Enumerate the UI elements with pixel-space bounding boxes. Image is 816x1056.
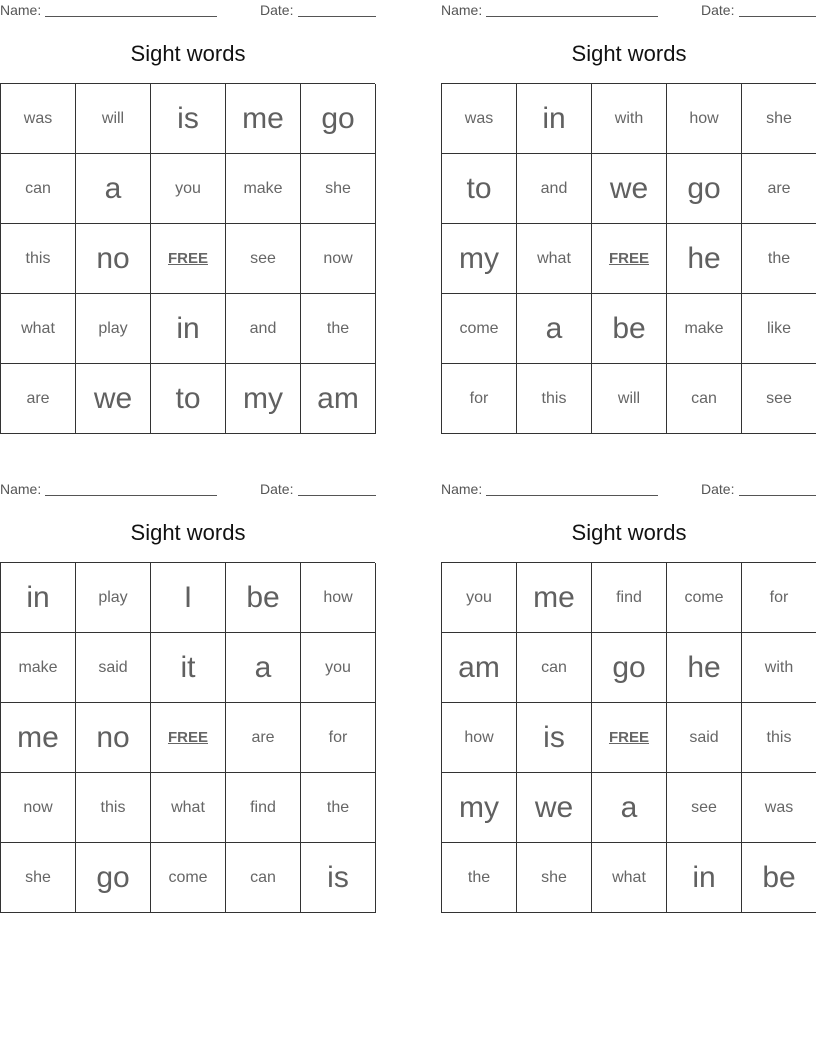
- word-cell: in: [151, 294, 226, 364]
- bingo-card-1: [0, 0, 376, 440]
- free-space-cell: FREE: [592, 703, 667, 773]
- word-cell: be: [226, 563, 301, 633]
- word-cell: what: [1, 294, 76, 364]
- word-cell: for: [301, 703, 376, 773]
- word-cell: she: [742, 84, 816, 154]
- word-cell: a: [226, 633, 301, 703]
- bingo-card-4: [441, 479, 816, 919]
- word-cell: a: [517, 294, 592, 364]
- word-cell: the: [301, 773, 376, 843]
- word-cell: we: [592, 154, 667, 224]
- name-label: Name:: [441, 2, 483, 18]
- word-cell: the: [442, 843, 517, 913]
- date-label: Date:: [260, 481, 294, 497]
- word-cell: am: [301, 364, 376, 434]
- word-cell: make: [1, 633, 76, 703]
- word-cell: are: [1, 364, 76, 434]
- name-date-header: [0, 479, 376, 499]
- word-cell: how: [442, 703, 517, 773]
- word-cell: you: [301, 633, 376, 703]
- word-cell: this: [517, 364, 592, 434]
- word-cell: in: [1, 563, 76, 633]
- card-title: Sight words: [571, 41, 687, 66]
- word-cell: are: [742, 154, 816, 224]
- word-grid: [441, 562, 816, 913]
- date-line: [298, 16, 376, 17]
- word-grid: [0, 83, 375, 434]
- word-cell: can: [1, 154, 76, 224]
- word-cell: was: [1, 84, 76, 154]
- card-title: Sight words: [571, 520, 687, 545]
- word-cell: with: [742, 633, 816, 703]
- word-cell: find: [226, 773, 301, 843]
- word-cell: this: [1, 224, 76, 294]
- word-cell: are: [226, 703, 301, 773]
- word-cell: will: [76, 84, 151, 154]
- word-cell: see: [667, 773, 742, 843]
- word-cell: go: [667, 154, 742, 224]
- word-cell: me: [226, 84, 301, 154]
- name-label: Name:: [441, 481, 483, 497]
- word-cell: what: [151, 773, 226, 843]
- free-space-cell: FREE: [592, 224, 667, 294]
- word-cell: make: [667, 294, 742, 364]
- word-cell: he: [667, 224, 742, 294]
- word-cell: a: [592, 773, 667, 843]
- word-cell: me: [1, 703, 76, 773]
- word-cell: and: [226, 294, 301, 364]
- word-cell: like: [742, 294, 816, 364]
- word-cell: see: [226, 224, 301, 294]
- name-date-header: [441, 479, 816, 499]
- word-cell: she: [301, 154, 376, 224]
- word-cell: said: [76, 633, 151, 703]
- name-date-header: [441, 0, 816, 20]
- word-cell: this: [742, 703, 816, 773]
- word-cell: come: [442, 294, 517, 364]
- word-cell: a: [76, 154, 151, 224]
- word-cell: to: [442, 154, 517, 224]
- word-cell: he: [667, 633, 742, 703]
- word-cell: was: [742, 773, 816, 843]
- word-cell: be: [592, 294, 667, 364]
- word-cell: now: [1, 773, 76, 843]
- word-cell: and: [517, 154, 592, 224]
- word-cell: me: [517, 563, 592, 633]
- word-cell: my: [442, 224, 517, 294]
- word-cell: go: [592, 633, 667, 703]
- word-cell: is: [151, 84, 226, 154]
- name-label: Name:: [0, 2, 42, 18]
- word-cell: make: [226, 154, 301, 224]
- word-grid: [441, 83, 816, 434]
- name-date-header: [0, 0, 376, 20]
- date-line: [739, 16, 816, 17]
- word-cell: what: [592, 843, 667, 913]
- word-cell: with: [592, 84, 667, 154]
- word-cell: for: [742, 563, 816, 633]
- free-space-cell: FREE: [151, 703, 226, 773]
- word-cell: go: [76, 843, 151, 913]
- word-cell: can: [667, 364, 742, 434]
- word-cell: in: [517, 84, 592, 154]
- word-cell: was: [442, 84, 517, 154]
- word-cell: she: [1, 843, 76, 913]
- name-line: [486, 495, 658, 496]
- word-cell: the: [742, 224, 816, 294]
- word-grid: [0, 562, 375, 913]
- date-line: [298, 495, 376, 496]
- bingo-card-2: [441, 0, 816, 440]
- word-cell: see: [742, 364, 816, 434]
- word-cell: find: [592, 563, 667, 633]
- word-cell: now: [301, 224, 376, 294]
- word-cell: in: [667, 843, 742, 913]
- word-cell: she: [517, 843, 592, 913]
- word-cell: my: [442, 773, 517, 843]
- word-cell: I: [151, 563, 226, 633]
- word-cell: will: [592, 364, 667, 434]
- word-cell: come: [151, 843, 226, 913]
- word-cell: you: [442, 563, 517, 633]
- date-label: Date:: [260, 2, 294, 18]
- date-line: [739, 495, 816, 496]
- word-cell: we: [76, 364, 151, 434]
- name-line: [486, 16, 658, 17]
- name-line: [45, 495, 217, 496]
- name-line: [45, 16, 217, 17]
- word-cell: said: [667, 703, 742, 773]
- word-cell: what: [517, 224, 592, 294]
- card-title: Sight words: [130, 41, 246, 66]
- word-cell: can: [517, 633, 592, 703]
- word-cell: no: [76, 703, 151, 773]
- word-cell: come: [667, 563, 742, 633]
- word-cell: we: [517, 773, 592, 843]
- word-cell: play: [76, 294, 151, 364]
- word-cell: this: [76, 773, 151, 843]
- word-cell: is: [301, 843, 376, 913]
- word-cell: is: [517, 703, 592, 773]
- word-cell: you: [151, 154, 226, 224]
- name-label: Name:: [0, 481, 42, 497]
- card-title: Sight words: [130, 520, 246, 545]
- date-label: Date:: [701, 2, 735, 18]
- word-cell: be: [742, 843, 816, 913]
- word-cell: the: [301, 294, 376, 364]
- bingo-card-3: [0, 479, 376, 919]
- word-cell: can: [226, 843, 301, 913]
- word-cell: go: [301, 84, 376, 154]
- date-label: Date:: [701, 481, 735, 497]
- word-cell: it: [151, 633, 226, 703]
- free-space-cell: FREE: [151, 224, 226, 294]
- word-cell: no: [76, 224, 151, 294]
- word-cell: am: [442, 633, 517, 703]
- word-cell: my: [226, 364, 301, 434]
- word-cell: how: [667, 84, 742, 154]
- word-cell: for: [442, 364, 517, 434]
- word-cell: to: [151, 364, 226, 434]
- word-cell: play: [76, 563, 151, 633]
- word-cell: how: [301, 563, 376, 633]
